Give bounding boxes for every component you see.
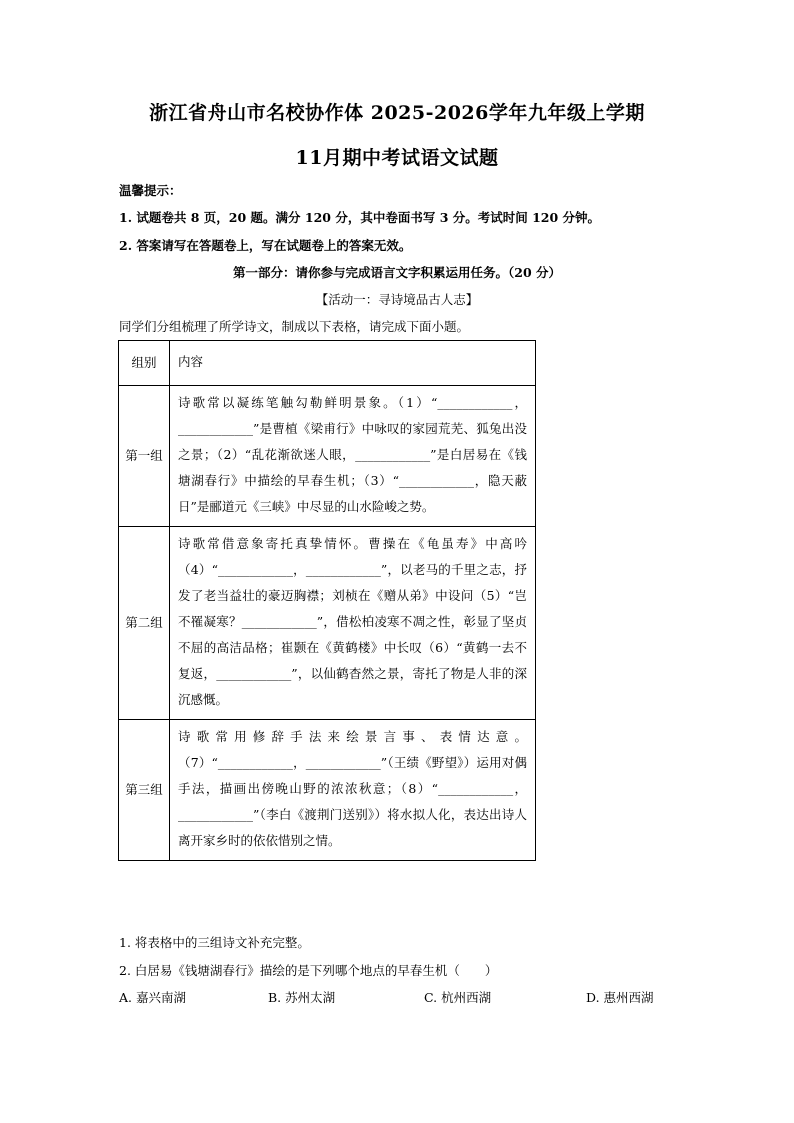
activity-title: 【活动一：寻诗境品古人志】 [315,292,479,307]
option-d: D. 惠州西湖 [586,990,654,1005]
question-2: 2. 白居易《钱塘湖春行》描绘的是下列哪个地点的早春生机（ ） [119,963,498,978]
table-row [119,720,536,861]
group-cell: 第一组 [119,386,170,527]
part-title: 第一部分：请你参与完成语言文字积累运用任务。（20 分） [233,265,561,280]
question-1: 1. 将表格中的三组诗文补充完整。 [119,935,310,950]
group-cell: 第三组 [119,720,170,861]
poetry-table [118,340,536,861]
content-cell: 诗歌常用修辞手法来绘景言事、表情达意。（7）“____________，____________”（王绩《野望》）运用对偶手法，描画出傍晚山野的浓浓秋意；（8）“____________，____________”（李白《渡荆门送别》）将水拟人化，表达出诗人离开家乡时的依依惜别之情。 [170,720,536,861]
notice-heading: 温馨提示： [119,183,182,198]
notice-item-1: 1. 试题卷共 8 页，20 题。满分 120 分，其中卷面书写 3 分。考试时间 120 分钟。 [119,210,601,225]
header-group-cell: 组别 [119,341,170,386]
table-header-row [119,341,536,386]
option-b: B. 苏州太湖 [268,990,336,1005]
option-a: A. 嘉兴南湖 [119,990,186,1005]
option-c: C. 杭州西湖 [424,990,492,1005]
content-cell: 诗歌常借意象寄托真挚情怀。曹操在《龟虽寿》中高吟（4）“____________，____________”，以老马的千里之志，抒发了老当益壮的豪迈胸襟；刘桢在《赠从弟》中设问（5）“岂不罹凝寒？____________”，借松柏凌寒不凋之性，彰显了坚贞不屈的高洁品格；崔颢在《黄鹤楼》中长叹（6）“黄鹤一去不复返，____________”，以仙鹤杳然之景，寄托了物是人非的深沉感慨。 [170,527,536,720]
table-row [119,386,536,527]
title-line-1: 浙江省舟山市名校协作体 2025-2026学年九年级上学期 [149,102,645,124]
group-cell: 第二组 [119,527,170,720]
header-content-cell: 内容 [170,341,536,386]
title-line-2: 11月期中考试语文试题 [295,147,499,169]
content-cell: 诗歌常以凝练笔触勾勒鲜明景象。（1）“____________，____________”是曹植《梁甫行》中咏叹的家园荒芜、狐兔出没之景；（2）“乱花渐欲迷人眼，____________”是白居易在《钱塘湖春行》中描绘的早春生机；（3）“____________，隐天蔽日”是郦道元《三峡》中尽显的山水险峻之势。 [170,386,536,527]
table-row [119,527,536,720]
notice-item-2: 2. 答案请写在答题卷上，写在试题卷上的答案无效。 [119,238,412,253]
table-intro: 同学们分组梳理了所学诗文，制成以下表格，请完成下面小题。 [119,319,470,334]
